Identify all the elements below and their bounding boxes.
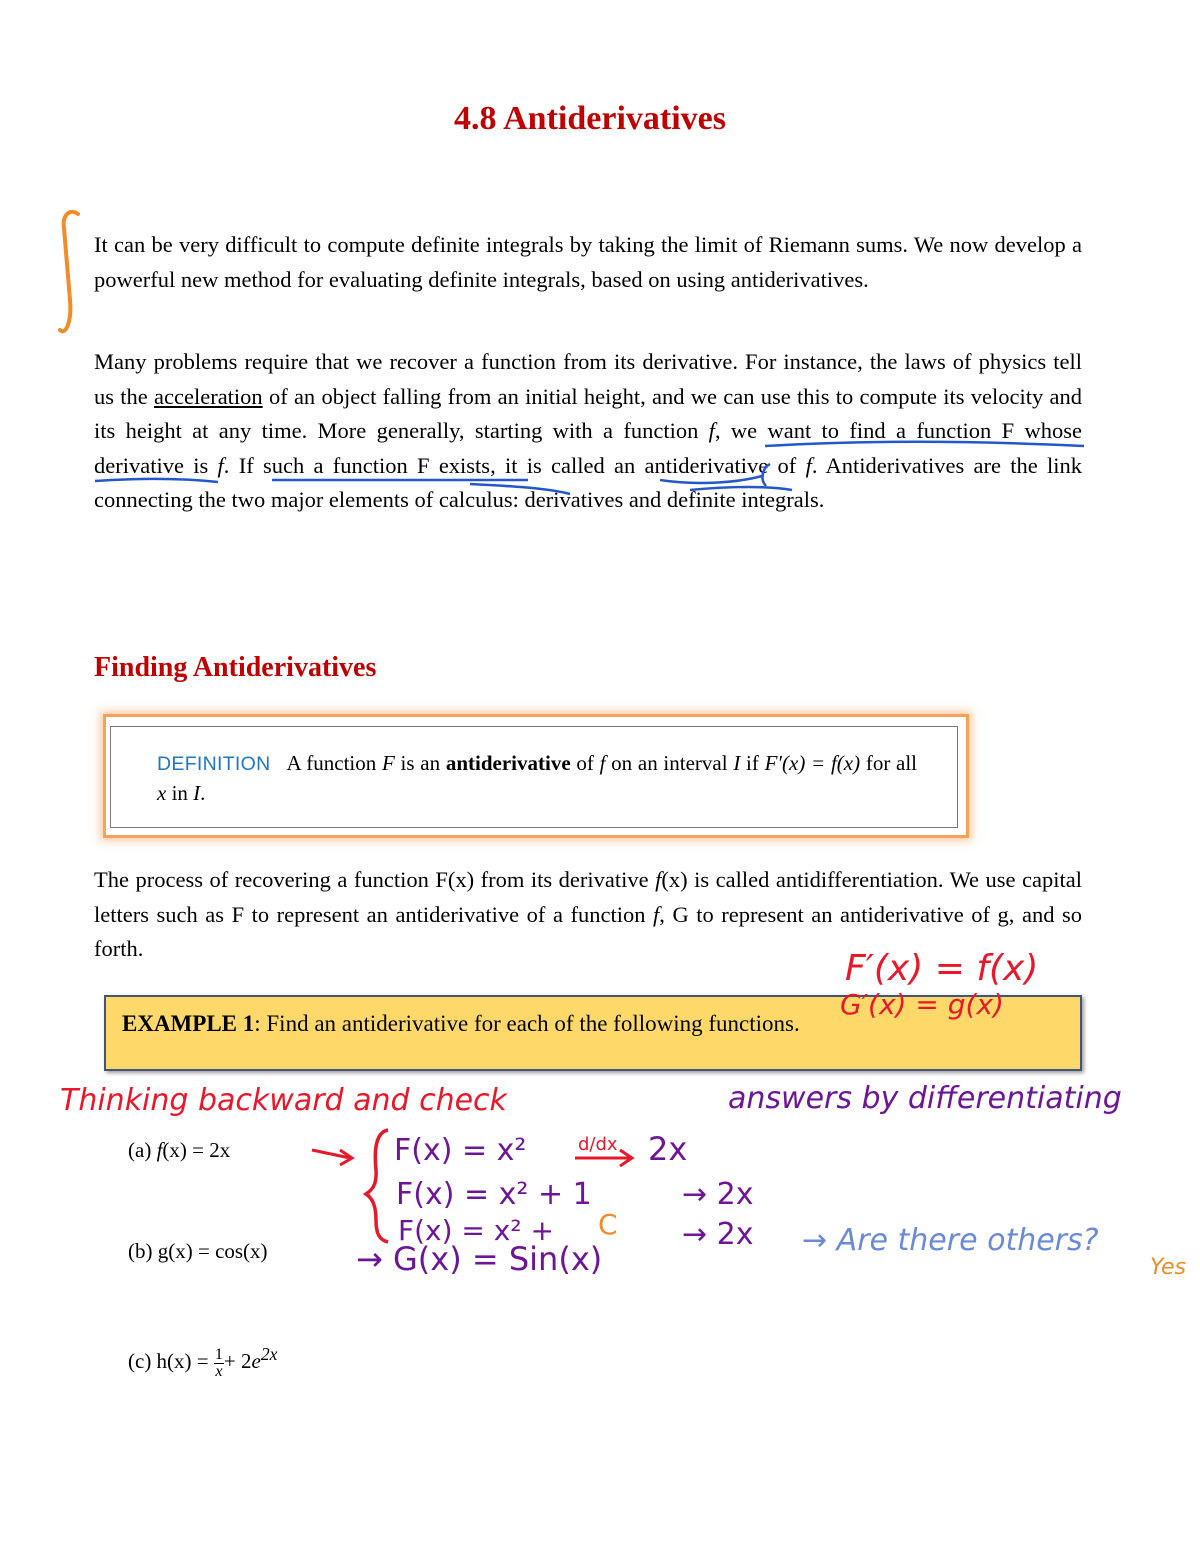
def-formula: F′(x) = f(x) — [764, 751, 861, 775]
example-label: EXAMPLE 1 — [122, 1011, 255, 1036]
answer-a-line-3: F(x) = x² + — [398, 1214, 554, 1247]
def-text-h: . — [200, 781, 206, 805]
example-instruction: : Find an antiderivative for each of the following functions. — [254, 1011, 800, 1036]
prob-c-exponent: 2x — [260, 1344, 278, 1364]
blue-bracket-ink — [763, 464, 770, 486]
blue-underline-ink — [690, 487, 792, 490]
def-f: f — [599, 751, 606, 775]
prob-c-plus: + 2 — [223, 1349, 252, 1373]
arrow-ink — [312, 1150, 352, 1165]
def-text-g: in — [166, 781, 194, 805]
intro-paragraph-1: It can be very difficult to compute definite integrals by taking the limit of Riemann sums. We now develop a powerful new method for evaluating definite integrals, based on using antiderivatives. — [94, 232, 1082, 292]
annotation-yes: Yes — [1150, 1255, 1187, 1280]
answer-a-line-2-result: → 2x — [682, 1177, 754, 1212]
prob-a-rest: (x) = 2x — [162, 1138, 231, 1162]
def-F: F — [381, 751, 395, 775]
p2-text-b: of an object falling from an initial height, and we can use this to compute its velocity and its height at any time. More generally, starting with a function — [94, 383, 1082, 443]
definition-word: DEFINITION — [157, 753, 271, 775]
prob-c-prefix: (c) h(x) = — [128, 1349, 214, 1373]
annotation-fprime: F′(x) = f(x) — [845, 948, 1039, 989]
def-text-f: for all — [860, 751, 918, 775]
fraction-numerator: 1 — [214, 1345, 223, 1363]
integral-sign-ink — [60, 212, 78, 331]
def-x: x — [157, 781, 167, 805]
italic-f: f — [655, 867, 662, 892]
fraction-denominator: x — [215, 1362, 223, 1380]
def-I: I — [733, 751, 741, 775]
def-text-d: on an interval — [605, 751, 734, 775]
annotation-thinking: Thinking backward and check — [60, 1083, 507, 1118]
p2-text-e: . Antiderivatives are the link connecting the two major elements of calculus: derivatives and definite integrals. — [94, 452, 1083, 512]
annotation-answers: answers by differentiating — [728, 1081, 1122, 1116]
prob-a-prefix: (a) — [128, 1138, 157, 1162]
blue-underline-ink — [95, 479, 218, 482]
def-text-a: A function — [286, 751, 382, 775]
answer-a-line-3-constant: C — [598, 1208, 618, 1241]
def-text-e: if — [740, 751, 765, 775]
def-I: I — [193, 781, 201, 805]
answer-a-line-3-result: → 2x — [682, 1217, 754, 1252]
problem-b: (b) g(x) = cos(x) — [128, 1239, 268, 1263]
underlined-acceleration: acceleration — [154, 383, 263, 409]
answer-b: → G(x) = Sin(x) — [356, 1240, 603, 1278]
italic-f: f — [653, 901, 660, 927]
annotation-gprime: G′(x) = g(x) — [840, 988, 1004, 1021]
answer-a-line-1: F(x) = x² — [394, 1133, 527, 1168]
italic-f: f — [217, 452, 224, 478]
italic-f: f — [708, 418, 715, 443]
proc-b: (x) is called antidifferentiation. We use capital letters such as F to represent an antiderivative of a function — [94, 867, 1082, 927]
proc-a: The process of recovering a function F(x) from its derivative — [94, 867, 656, 892]
p2-text-a: Many problems require that we recover a function from its derivative. For instance, the laws of physics tell us the — [94, 349, 1082, 409]
section-heading: Finding Antiderivatives — [94, 652, 377, 683]
answer-a-line-1-result: 2x — [648, 1130, 688, 1168]
answer-a-line-2: F(x) = x² + 1 — [396, 1177, 592, 1212]
def-term: antiderivative — [445, 751, 571, 775]
blue-underline-ink — [470, 484, 570, 494]
def-text-c: of — [570, 751, 600, 775]
italic-f: f — [156, 1138, 163, 1162]
proc-c: , G to represent an antiderivative of g, and so forth. — [94, 901, 1083, 961]
page-title: 4.8 Antiderivatives — [454, 100, 726, 137]
blue-underline-ink — [765, 442, 1084, 446]
blue-underline-ink — [660, 476, 762, 483]
p2-text-c: , we want to find a function F whose derivative is — [94, 418, 1082, 478]
italic-f: f — [805, 452, 812, 478]
prob-c-e: e — [251, 1349, 261, 1373]
brace-ink — [366, 1130, 388, 1242]
answer-a-derivative-mark: d/dx — [578, 1134, 618, 1155]
def-text-b: is an — [394, 751, 446, 775]
p2-text-d: . If such a function F exists, it is called an antiderivative of — [223, 452, 806, 478]
annotation-others: → Are there others? — [802, 1223, 1099, 1258]
